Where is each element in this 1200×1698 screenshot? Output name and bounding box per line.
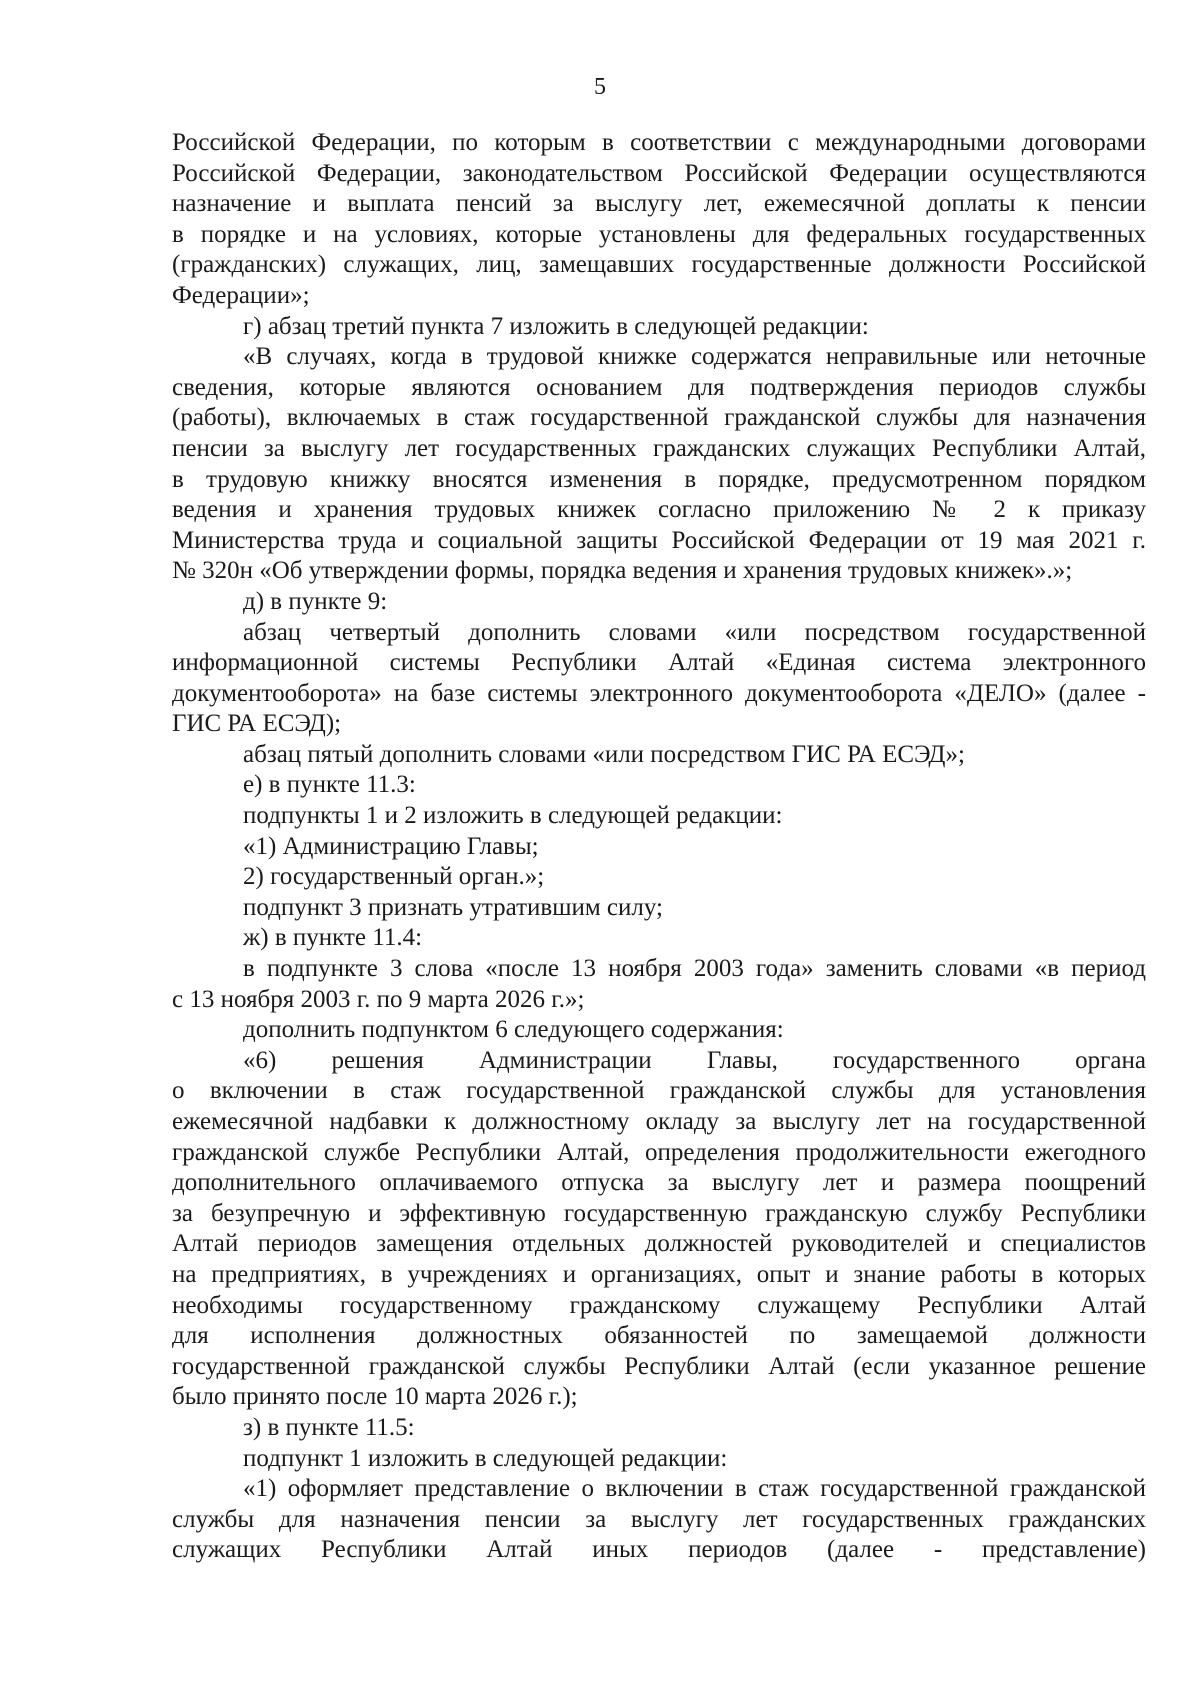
text-line: абзац пятый дополнить словами «или посредством ГИС РА ЕСЭД»; [243, 740, 965, 768]
text-line: ведения и хранения трудовых книжек согласно приложению № 2 к приказу [172, 496, 1146, 524]
text-line: ежемесячной надбавки к должностному окладу за выслугу лет на государственной [172, 1108, 1146, 1135]
text-line: Российской Федерации, по которым в соответствии с международными договорами [172, 129, 1146, 156]
paragraph [172, 1015, 1146, 1046]
paragraph [172, 893, 1146, 924]
text-line: «1) Администрацию Главы; [243, 832, 539, 860]
text-line: о включении в стаж государственной гражданской службы для установления [172, 1077, 1146, 1105]
text-line: ж) в пункте 11.4: [243, 924, 423, 952]
paragraph [172, 587, 1146, 618]
paragraph [172, 770, 1146, 801]
text-line: абзац четвертый дополнить словами «или посредством государственной [243, 618, 1146, 646]
paragraph [172, 618, 1146, 740]
text-line: подпункты 1 и 2 изложить в следующей редакции: [243, 802, 783, 830]
paragraph [172, 342, 1146, 587]
text-line: назначение и выплата пенсий за выслугу лет, ежемесячной доплаты к пенсии [172, 190, 1146, 218]
paragraph [172, 1444, 1146, 1475]
text-line: «В случаях, когда в трудовой книжке содержатся неправильные или неточные [243, 343, 1146, 371]
text-line: сведения, которые являются основанием для подтверждения периодов службы [172, 373, 1146, 401]
text-line: на предприятиях, в учреждениях и организациях, опыт и знание работы в которых [172, 1260, 1146, 1288]
paragraph [172, 832, 1146, 863]
paragraph [172, 923, 1146, 954]
text-line: Алтай периодов замещения отдельных должностей руководителей и специалистов [172, 1230, 1146, 1258]
text-line: 2) государственный орган.»; [243, 863, 545, 891]
text-line: было принято после 10 марта 2026 г.); [172, 1383, 578, 1411]
text-line: Министерства труда и социальной защиты Российской Федерации от 19 мая 2021 г. [172, 526, 1146, 554]
paragraph [172, 862, 1146, 893]
text-line: подпункт 1 изложить в следующей редакции: [243, 1444, 728, 1472]
paragraph [172, 740, 1146, 771]
text-line: з) в пункте 11.5: [243, 1413, 415, 1441]
paragraph [172, 128, 1146, 312]
text-line: пенсии за выслугу лет государственных гражданских служащих Республики Алтай, [172, 434, 1146, 462]
paragraph [172, 312, 1146, 343]
document-body [172, 128, 1146, 1566]
paragraph [172, 954, 1146, 1015]
text-line: за безупречную и эффективную государственную гражданскую службу Республики [172, 1199, 1146, 1227]
text-line: документооборота» на базе системы электронного документооборота «ДЕЛО» (далее - [172, 679, 1146, 707]
text-line: подпункт 3 признать утратившим силу; [243, 893, 663, 921]
text-line: Российской Федерации, законодательством Российской Федерации осуществляются [172, 159, 1146, 187]
paragraph [172, 801, 1146, 832]
text-line: «6) решения Администрации Главы, государственного органа [243, 1046, 1146, 1074]
text-line: (гражданских) служащих, лиц, замещавших государственные должности Российской [172, 251, 1146, 279]
text-line: ГИС РА ЕСЭД); [172, 710, 342, 738]
text-line: необходимы государственному гражданскому служащему Республики Алтай [172, 1291, 1146, 1319]
text-line: информационной системы Республики Алтай «Единая система электронного [172, 649, 1146, 677]
text-line: в трудовую книжку вносятся изменения в порядке, предусмотренном порядком [172, 465, 1146, 493]
paragraph [172, 1413, 1146, 1444]
text-line: с 13 ноября 2003 г. по 9 марта 2026 г.»; [172, 985, 585, 1013]
text-line: государственной гражданской службы Республики Алтай (если указанное решение [172, 1352, 1146, 1380]
text-line: гражданской службе Республики Алтай, определения продолжительности ежегодного [172, 1138, 1146, 1166]
page-number: 5 [594, 74, 606, 100]
text-line: г) абзац третий пункта 7 изложить в следующей редакции: [243, 312, 869, 340]
text-line: для исполнения должностных обязанностей по замещаемой должности [172, 1322, 1146, 1350]
text-line: «1) оформляет представление о включении в стаж государственной гражданской [243, 1475, 1146, 1503]
text-line: дополнительного оплачиваемого отпуска за выслугу лет и размера поощрений [172, 1169, 1146, 1197]
text-line: дополнить подпунктом 6 следующего содержания: [243, 1016, 784, 1044]
text-line: в порядке и на условиях, которые установлены для федеральных государственных [172, 220, 1146, 248]
text-line: д) в пункте 9: [243, 587, 388, 615]
text-line: службы для назначения пенсии за выслугу лет государственных гражданских [172, 1505, 1146, 1533]
text-line: № 320н «Об утверждении формы, порядка ведения и хранения трудовых книжек».»; [172, 557, 1073, 585]
text-line: е) в пункте 11.3: [243, 771, 416, 799]
text-line: (работы), включаемых в стаж государственной гражданской службы для назначения [172, 404, 1146, 432]
text-line: Федерации»; [172, 281, 310, 309]
paragraph [172, 1046, 1146, 1413]
paragraph [172, 1474, 1146, 1566]
text-line: в подпункте 3 слова «после 13 ноября 2003 года» заменить словами «в период [243, 955, 1146, 983]
text-line: служащих Республики Алтай иных периодов (далее - представление) [172, 1536, 1146, 1564]
